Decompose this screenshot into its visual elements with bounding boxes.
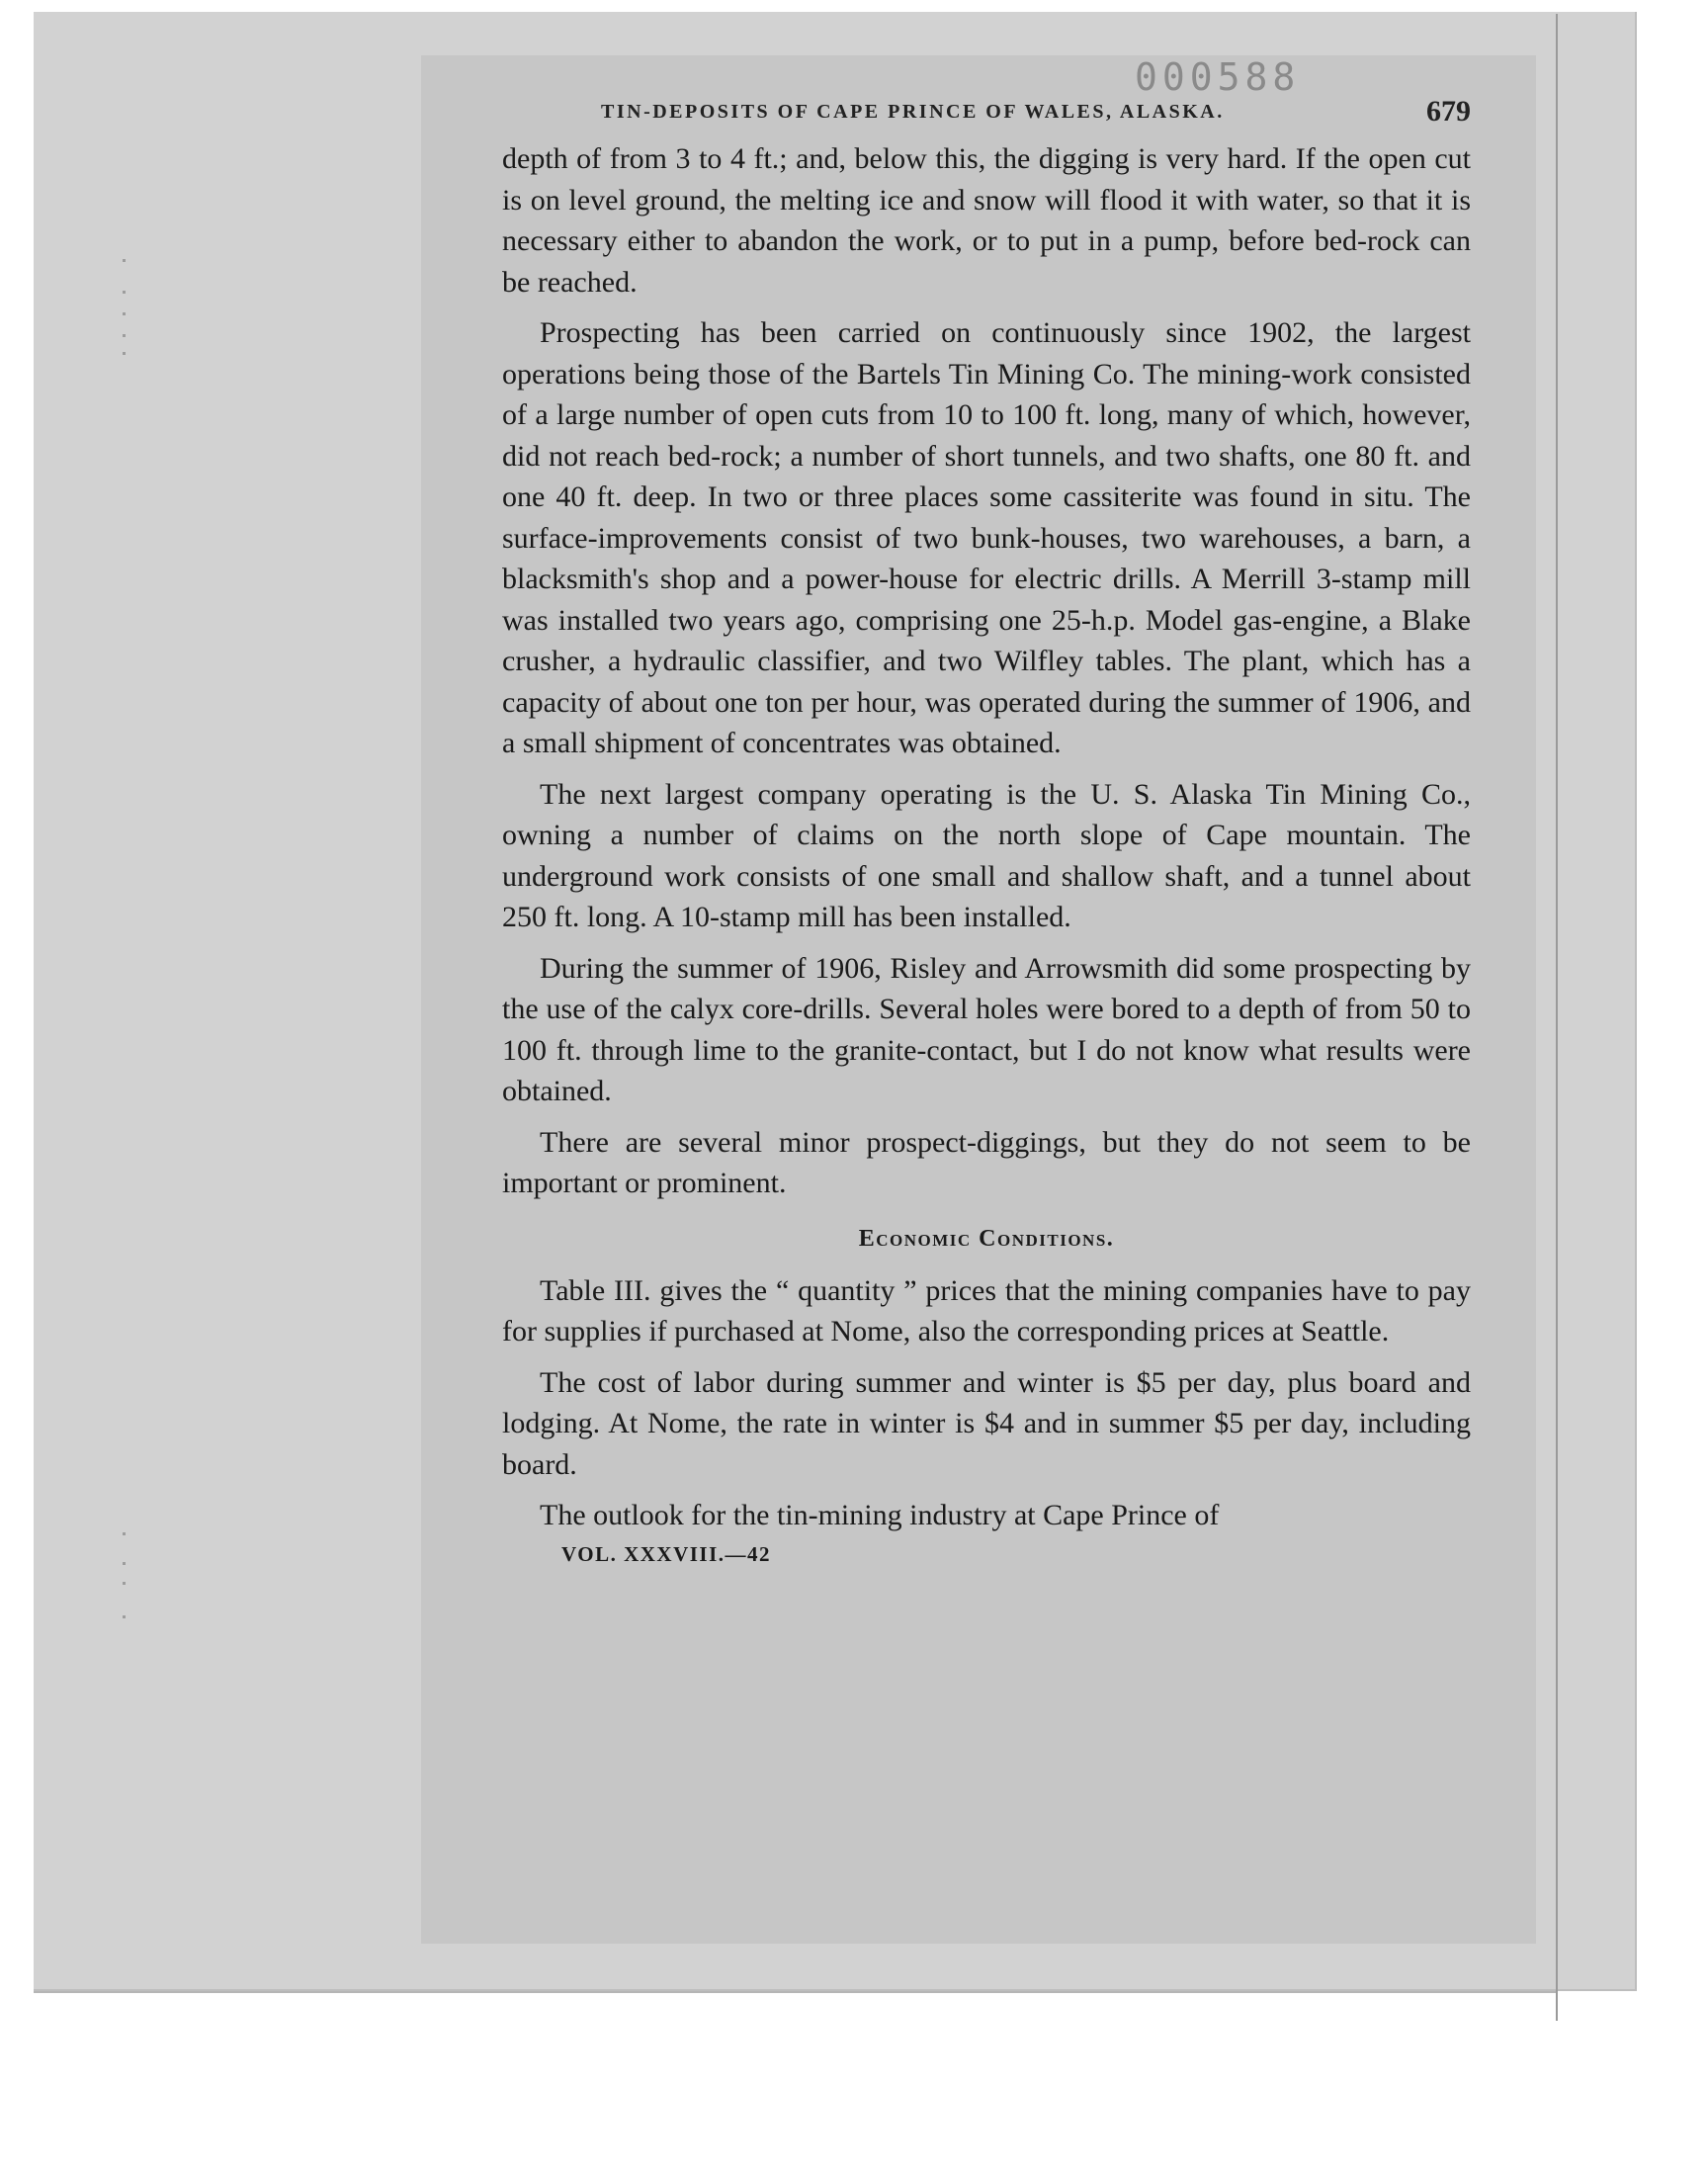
margin-mark <box>123 1532 126 1535</box>
archive-stamp: 000588 <box>1135 55 1301 99</box>
paragraph: The next largest company operating is the U. S. Alaska Tin Mining Co., owning a number of claims on the north slope of Cape mountain. The underground work consists of one small and shallow shaft, and a tunnel about 250 ft. long. A 10-stamp mill has been installed. <box>502 777 1471 933</box>
running-head <box>502 77 1471 138</box>
margin-mark <box>123 1582 126 1585</box>
margin-mark <box>123 334 126 337</box>
margin-mark <box>123 312 126 315</box>
section-heading: Economic Conditions. <box>858 1225 1115 1252</box>
paragraph: There are several minor prospect-diggings, but they do not seem to be important or prominent. <box>502 1125 1471 1199</box>
paragraph: depth of from 3 to 4 ft.; and, below this, the digging is very hard. If the open cut is on level ground, the melting ice and snow will flood it with water, so that it is necessary either to abandon the work, or to put in a pump, before bed-rock can be reached. <box>502 142 1471 299</box>
sheet-edge-bottom <box>34 1991 1556 1993</box>
paragraph: Table III. gives the “ quantity ” prices that the mining companies have to pay for supplies if purchased at Nome, also the corresponding prices at Seattle. <box>502 1273 1471 1348</box>
margin-mark <box>123 291 126 294</box>
document-page <box>421 55 1536 1944</box>
volume-signature: VOL. XXXVIII.—42 <box>561 1541 772 1566</box>
paragraph: The cost of labor during summer and winter is $5 per day, plus board and lodging. At Nome, the rate in winter is $4 and in summer $5 per day, including board. <box>502 1365 1471 1481</box>
sheet-edge-right <box>1556 14 1558 2021</box>
paragraph: The outlook for the tin-mining industry at Cape Prince of <box>540 1499 1220 1531</box>
margin-mark <box>123 259 126 262</box>
running-title: TIN-DEPOSITS OF CAPE PRINCE OF WALES, ALASKA. <box>601 101 1225 123</box>
page-number: 679 <box>1426 95 1471 128</box>
paragraph: During the summer of 1906, Risley and Arrowsmith did some prospecting by the use of the calyx core-drills. Several holes were bored to a depth of from 50 to 100 ft. through lime to the granite-contact, but I do not know what results were obtained. <box>502 951 1471 1107</box>
margin-mark <box>123 352 126 355</box>
margin-mark <box>123 1615 126 1618</box>
margin-mark <box>123 1562 126 1565</box>
paragraph: Prospecting has been carried on continuously since 1902, the largest operations being those of the Bartels Tin Mining Co. The mining-work consisted of a large number of open cuts from 10 to 100 ft. long, many of which, however, did not reach bed-rock; a number of short tunnels, and two shafts, one 80 ft. and one 40 ft. deep. In two or three places some cassiterite was found in situ. The surface-improvements consist of two bunk-houses, two warehouses, a barn, a blacksmith's shop and a power-house for electric drills. A Merrill 3-stamp mill was installed two years ago, comprising one 25-h.p. Model gas-engine, a Blake crusher, a hydraulic classifier, and two Wilfley tables. The plant, which has a capacity of about one ton per hour, was operated during the summer of 1906, and a small shipment of concentrates was obtained. <box>502 316 1471 759</box>
